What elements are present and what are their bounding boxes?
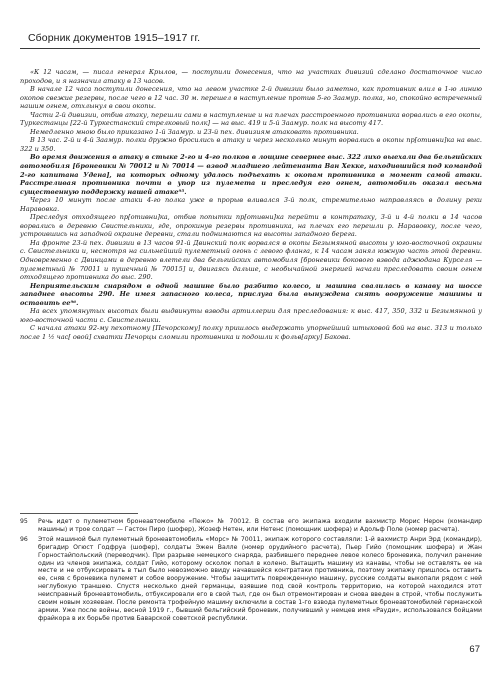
page-header — [0, 0, 500, 70]
running-title: Сборник документов 1915–1917 гг. — [28, 32, 201, 44]
footnote-text: Речь идет о пулеметном бронеавтомобиле «Пежо» № 70012. В состав его экипажа входили вахмистр Морис Нерон (командир машины) и трое солдат — Гастон Пиро (шофер), Жозеф Нетен, или Нетенс (помощник шофера) и Адольф Поле (номер расчета). — [38, 518, 482, 533]
paragraph: Немедленно мною было приказано 1-й Заамур. и 23-й пех. дивизиям атаковать противника. — [30, 127, 359, 136]
paragraph: В 13 час. 2-й и 4-й Заамур. полки дружно бросились в атаку и через несколько минут ворвались в окопы пр[отивни]ка на выс. 322 и 350. — [20, 136, 482, 153]
emphasized-paragraph: Во время движения в атаку в стыке 2-го и 4-го полков в лощине севернее выс. 322 лихо выехали два бельгийских автомобиля [броневики № 70012 и № 70014 — взвод младшего лейтенанта Ван Хекке, находившийся под командой 2-го капитана Удена], на которых одному удалось подъехать к окопам противника в момент самой атаки. Расстреливая противника почти в упор из пулемета и преследуя его огнем, автомобиль оказал весьма существенную поддержку нашей атаке⁹⁵. — [20, 153, 482, 196]
footnote — [20, 518, 482, 534]
paragraph: С начала атаки 92-му пехотному [Печорскому] полку пришлось выдержать упорнейший штыковой бой на выс. 313 и только после 1 ½ час[ овой] схватки Печорцы сломили противника и подошли к фольв[арку] Бакова. — [20, 324, 482, 341]
footnote-text: Этой машиной был пулеметный бронеавтомобиль «Морс» № 70011, экипаж которого составляли: 1-й вахмистр Анри Эрд (командир), бригадир Огюст Годфруа (шофер), солдаты Эжен Валле (номер орудийного расчета), Пьер Гийо (помощник шофера) и Жан Горностайпольский (переводчик). При разрыве немецкого снаряда, разбившего переднее левое колесо броневика, получил ранение один из членов экипажа, солдат Гийо, которому осколок попал в колено. Вытащить машину из канавы, чтобы не оставлять ее на месте и не отбуксировать в тыл было невозможно ввиду начавшейся контратаки противника, поэтому экипажу пришлось оставить ее, сняв с броневика пулемет и собое вооружение. Чтобы защитить поврежденную машину, русские солдаты выкопали рядом с ней неглубокую траншею. Спустя несколько дней германцы, взявшие под свой контроль территорию, на которой находился этот неисправный бронеавтомобиль, отбуксировали его в свой тыл, где он был отремонтирован и снова введен в строй, чтобы послужить своим новым хозяевам. После ремонта трофейную машину включили в состав 1-го взвода пулеметных бронеавтомобилей германской армии. Уже после войны, весной 1919 г., бывший бельгийский броневик, получивший у немцев имя «Рауди», использовался бойцами фрайкора в их борьбе против Баварской советской республики. — [38, 535, 482, 622]
main-text — [20, 68, 482, 342]
paragraph: В начале 12 часа поступили донесения, что на левом участке 2-й дивизии было заметно, как противник влил в 1-ю линию окопов свежие резервы, после чего в 12 час. 30 м. перешел в наступление против 5-го Заамур. полка, но, спокойно встреченный нашим огнем, отхлынул в свои окопы. — [20, 85, 482, 111]
paragraph: Через 10 минут после атаки 4-го полка уже в прорыв вливался 3-й полк, стремительно направляясь в долину реки Наравовка. — [20, 196, 482, 213]
footnote-number: 96 — [20, 535, 28, 543]
footnotes — [20, 518, 482, 625]
paragraph: «К 12 часам, — писал генерал Крылов, — поступили донесения, что на участках дивизий сделано достаточное число проходов, и я назначил атаку в 13 часов. — [20, 68, 482, 85]
paragraph: Части 2-й дивизии, отбив атаку, перешли сами в наступление и на плечах расстроенного противника ворвались в его окопы, Туркестанцы [22-й Туркестанский стрелковый полк] — на выс. 419 и 5-й Заамур. полк на высоту 417. — [20, 110, 482, 128]
footnote-divider — [20, 513, 138, 514]
paragraph: Преследуя отходящего пр[отивни]ка, отбив попытки пр[отивни]ка перейти в контратаку, 3-й и 4-й полки в 14 часов ворвались в деревню Свистельники, где, опрокинув резервы противника, на плечах его перешли р. Наравовку, после чего, устроившись на западной окраине деревни, стали поднимаются на высоты западного берега. — [20, 213, 482, 239]
footnote-number: 95 — [20, 518, 28, 525]
emphasized-paragraph: Неприятельским снарядом в одной машине было разбито колесо, и машина свалилась в канаву на шоссе западнее высоты 290. Не имея запасного колеса, прислуга была вынуждена снять вооружение машины и оставить ее⁹⁶. — [20, 281, 482, 307]
paragraph: На всех упомянутых высотах были выдвинуты взводы артиллерии для преследования: к выс. 417, 350, 332 и Безымянной у юго-восточной части с. Свистельники. — [20, 307, 482, 324]
paragraph: На фронте 23-й пех. дивизии в 13 часов 91-й Двинский полк ворвался в окопы Безымянной высоты у юго-восточной окраины с. Свистельники и, несмотря на сильнейший пулеметный огонь с левого фланга, к 14 часам занял южную часть этой деревни. Одновременно с Двинцами в деревню влетели два бельгийских автомобиля [броневики бокового взвода аджюдана Курселя — пулеметный № 70011 и пушечный № 70015] и, двигаясь дальше, с необычайной энергией начали преследовать своим огнем отходящего противника до выс. 290. — [20, 238, 482, 282]
footnote — [20, 536, 482, 623]
page-number: 67 — [469, 644, 480, 655]
header-divider — [20, 48, 480, 49]
